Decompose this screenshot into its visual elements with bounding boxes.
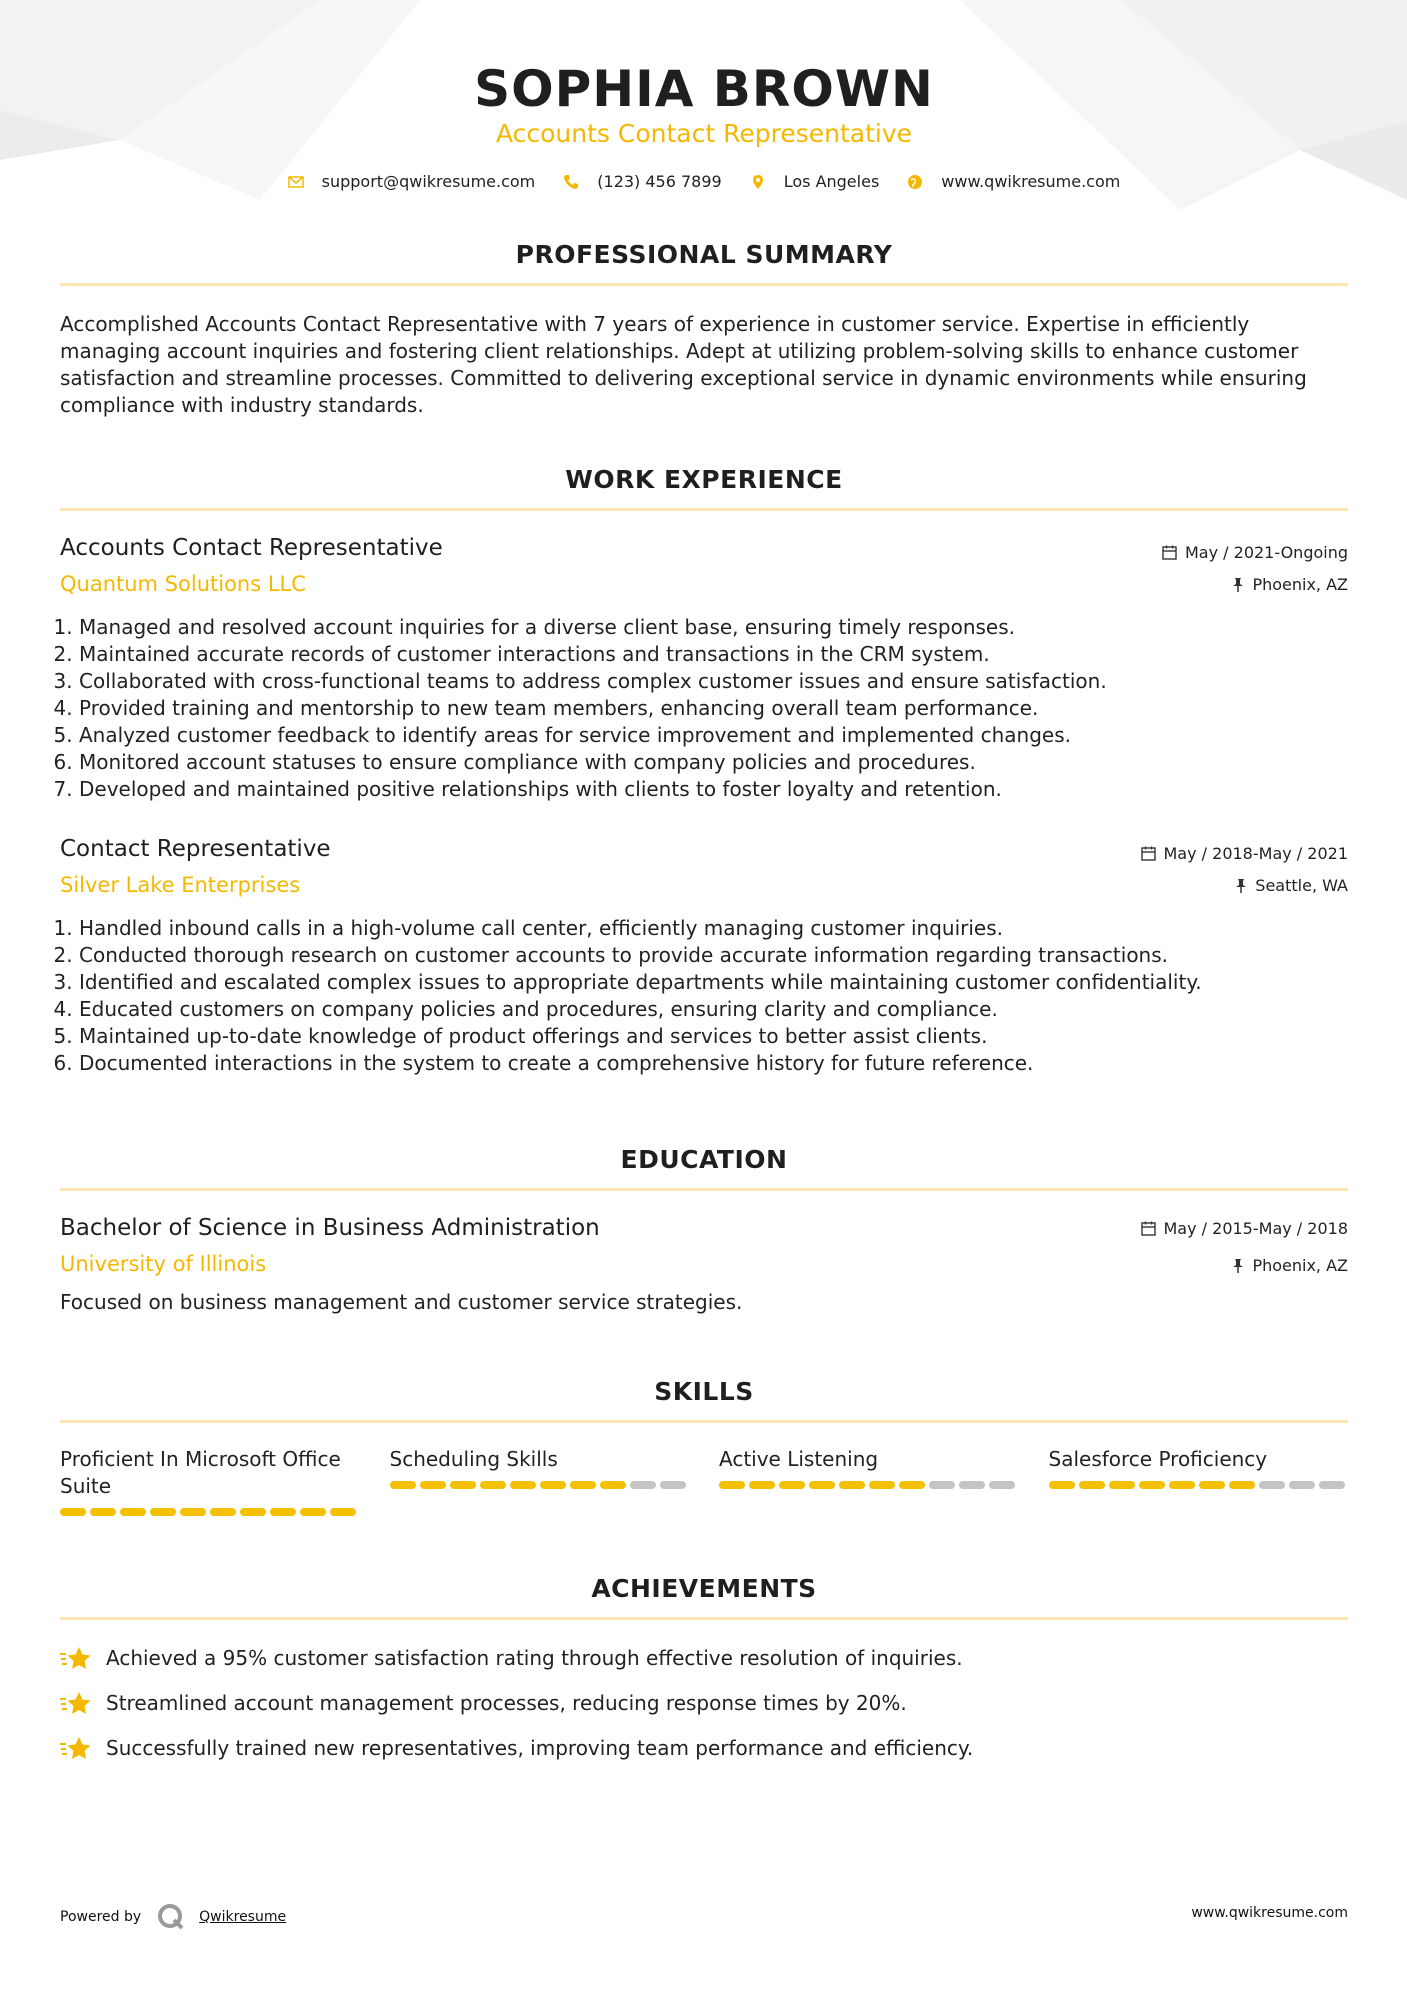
pushpin-icon [1235, 878, 1247, 893]
rating-dot-empty [959, 1481, 985, 1489]
rating-dot-filled [300, 1508, 326, 1516]
summary-text: Accomplished Accounts Contact Representative with 7 years of experience in customer service. Expertise in efficiently managing account inquiries and fostering client relationships. Adept at utilizing problem-solving skills to enhance customer satisfaction and streamline processes. Committed to delivering exceptional service in dynamic environments while ensuring compliance with industry standards. [60, 312, 1307, 417]
achievement-item [60, 1690, 907, 1716]
achievements-heading: ACHIEVEMENTS [591, 1574, 817, 1603]
qwikresume-link[interactable]: Qwikresume [199, 1909, 287, 1925]
phone-text: (123) 456 7899 [597, 172, 722, 191]
contact-website[interactable] [907, 172, 1120, 191]
rating-dot-empty [1319, 1481, 1345, 1489]
list-item: 2. Conducted thorough research on customer accounts to provide accurate information regarding transactions. [79, 942, 1349, 969]
contact-bar [60, 172, 1348, 191]
rating-dot-filled [510, 1481, 536, 1489]
skill-item [719, 1446, 1019, 1516]
list-item: 3. Collaborated with cross-functional teams to address complex customer issues and ensure satisfaction. [79, 668, 1349, 695]
summary-divider [60, 283, 1348, 286]
rating-dot-filled [180, 1508, 206, 1516]
achievement-item [60, 1645, 963, 1671]
rating-dot-filled [839, 1481, 865, 1489]
powered-by-label: Powered by [60, 1909, 142, 1925]
list-item: 2. Maintained accurate records of customer interactions and transactions in the CRM system. [79, 641, 1349, 668]
achievement-item [60, 1735, 973, 1761]
list-item: 5. Maintained up-to-date knowledge of product offerings and services to better assist clients. [79, 1023, 1349, 1050]
phone-icon [563, 174, 579, 190]
rating-dot-filled [899, 1481, 925, 1489]
education-location-text: Phoenix, AZ [1252, 1256, 1348, 1275]
calendar-icon [1162, 545, 1177, 560]
rating-dot-filled [480, 1481, 506, 1489]
job-location-text: Seattle, WA [1255, 876, 1348, 895]
qwikresume-logo-icon [157, 1903, 185, 1931]
education-location [1232, 1256, 1348, 1275]
skill-label: Active Listening [719, 1447, 879, 1471]
job-location [1235, 876, 1348, 895]
degree-title: Bachelor of Science in Business Administration [60, 1215, 600, 1241]
rating-dot-empty [630, 1481, 656, 1489]
experience-divider [60, 508, 1348, 511]
rating-dot-filled [719, 1481, 745, 1489]
rating-dot-empty [660, 1481, 686, 1489]
list-item: 4. Provided training and mentorship to new team members, enhancing overall team performance. [79, 695, 1349, 722]
job-bullets [60, 915, 1349, 1077]
star-icon [60, 1645, 92, 1671]
globe-icon [907, 174, 923, 190]
rating-dot-filled [809, 1481, 835, 1489]
education-divider [60, 1188, 1348, 1191]
rating-dot-empty [1259, 1481, 1285, 1489]
rating-dot-filled [210, 1508, 236, 1516]
list-item: 6. Documented interactions in the system to create a comprehensive history for future reference. [79, 1050, 1349, 1077]
star-icon [60, 1690, 92, 1716]
list-item: 7. Developed and maintained positive relationships with clients to foster loyalty and retention. [79, 776, 1349, 803]
skill-item [1049, 1446, 1349, 1516]
rating-dot-filled [60, 1508, 86, 1516]
rating-dot-filled [1109, 1481, 1135, 1489]
skills-grid [60, 1446, 1348, 1516]
rating-dot-filled [749, 1481, 775, 1489]
job-company: Silver Lake Enterprises [60, 873, 301, 897]
map-pin-icon [750, 174, 766, 190]
job-title: Contact Representative [60, 836, 331, 862]
rating-dot-filled [600, 1481, 626, 1489]
calendar-icon [1141, 1221, 1156, 1236]
footer-site[interactable]: www.qwikresume.com [1191, 1905, 1348, 1921]
achievement-text: Achieved a 95% customer satisfaction rating through effective resolution of inquiries. [106, 1646, 963, 1670]
rating-dot-filled [330, 1508, 356, 1516]
rating-dot-filled [1229, 1481, 1255, 1489]
footer-powered-by [60, 1903, 286, 1931]
skill-rating [60, 1508, 360, 1516]
job-dates-text: May / 2018-May / 2021 [1163, 844, 1348, 863]
email-text: support@qwikresume.com [321, 172, 536, 191]
job-bullets [60, 614, 1349, 803]
achievement-text: Streamlined account management processes, reducing response times by 20%. [106, 1691, 907, 1715]
rating-dot-filled [1049, 1481, 1075, 1489]
achievements-divider [60, 1617, 1348, 1620]
rating-dot-filled [779, 1481, 805, 1489]
list-item: 4. Educated customers on company policies and procedures, ensuring clarity and compliance. [79, 996, 1349, 1023]
skill-label: Proficient In Microsoft Office Suite [60, 1447, 341, 1498]
skill-rating [1049, 1481, 1349, 1489]
contact-email[interactable] [288, 172, 536, 191]
envelope-icon [288, 174, 304, 190]
job-dates-text: May / 2021-Ongoing [1185, 543, 1348, 562]
list-item: 5. Analyzed customer feedback to identify areas for service improvement and implemented changes. [79, 722, 1349, 749]
contact-location [750, 172, 880, 191]
contact-phone[interactable] [563, 172, 721, 191]
skill-label: Salesforce Proficiency [1048, 1447, 1268, 1471]
education-heading: EDUCATION [620, 1145, 788, 1174]
skill-item [390, 1446, 690, 1516]
school-name: University of Illinois [60, 1252, 267, 1276]
rating-dot-empty [1289, 1481, 1315, 1489]
job-location [1232, 575, 1348, 594]
skills-heading: SKILLS [654, 1377, 754, 1406]
rating-dot-filled [1079, 1481, 1105, 1489]
rating-dot-empty [929, 1481, 955, 1489]
pushpin-icon [1232, 577, 1244, 592]
job-company: Quantum Solutions LLC [60, 572, 306, 596]
skill-rating [390, 1481, 690, 1489]
rating-dot-filled [420, 1481, 446, 1489]
rating-dot-filled [1199, 1481, 1225, 1489]
job-dates [1162, 543, 1348, 562]
candidate-role: Accounts Contact Representative [495, 119, 913, 148]
pushpin-icon [1232, 1258, 1244, 1273]
rating-dot-filled [450, 1481, 476, 1489]
list-item: 3. Identified and escalated complex issues to appropriate departments while maintaining customer confidentiality. [79, 969, 1349, 996]
rating-dot-filled [90, 1508, 116, 1516]
skill-label: Scheduling Skills [389, 1447, 558, 1471]
rating-dot-filled [540, 1481, 566, 1489]
location-text: Los Angeles [783, 172, 880, 191]
calendar-icon [1141, 846, 1156, 861]
rating-dot-filled [270, 1508, 296, 1516]
job-dates [1141, 844, 1349, 863]
list-item: 1. Managed and resolved account inquiries for a diverse client base, ensuring timely responses. [79, 614, 1349, 641]
education-dates [1141, 1219, 1349, 1238]
rating-dot-filled [240, 1508, 266, 1516]
list-item: 1. Handled inbound calls in a high-volume call center, efficiently managing customer inquiries. [79, 915, 1349, 942]
rating-dot-filled [150, 1508, 176, 1516]
rating-dot-filled [570, 1481, 596, 1489]
rating-dot-filled [390, 1481, 416, 1489]
rating-dot-filled [869, 1481, 895, 1489]
rating-dot-empty [989, 1481, 1015, 1489]
skill-item [60, 1446, 360, 1516]
candidate-name: SOPHIA BROWN [474, 60, 934, 118]
summary-heading: PROFESSIONAL SUMMARY [515, 240, 893, 269]
rating-dot-filled [1169, 1481, 1195, 1489]
list-item: 6. Monitored account statuses to ensure compliance with company policies and procedures. [79, 749, 1349, 776]
skills-divider [60, 1420, 1348, 1423]
job-title: Accounts Contact Representative [60, 535, 443, 561]
achievement-text: Successfully trained new representatives, improving team performance and efficiency. [106, 1736, 974, 1760]
education-dates-text: May / 2015-May / 2018 [1163, 1219, 1348, 1238]
star-icon [60, 1735, 92, 1761]
website-text: www.qwikresume.com [941, 172, 1121, 191]
education-note: Focused on business management and customer service strategies. [60, 1290, 743, 1314]
job-location-text: Phoenix, AZ [1252, 575, 1348, 594]
skill-rating [719, 1481, 1019, 1489]
rating-dot-filled [120, 1508, 146, 1516]
rating-dot-filled [1139, 1481, 1165, 1489]
experience-heading: WORK EXPERIENCE [565, 465, 843, 494]
